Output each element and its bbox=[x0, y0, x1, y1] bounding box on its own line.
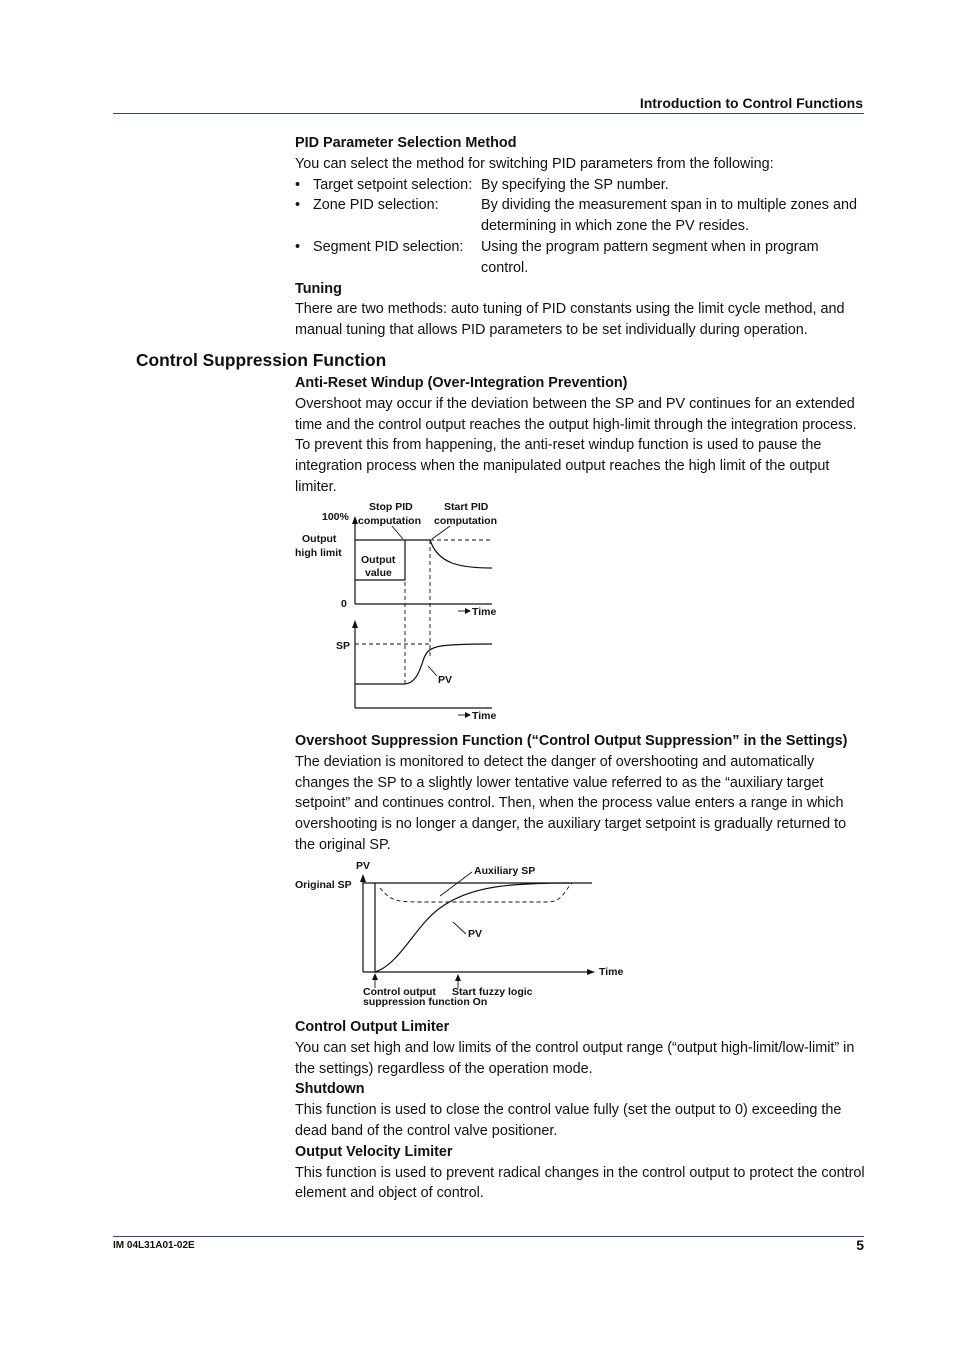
bullet-description: By dividing the measurement span in to multiple zones and determining in which zone the PV resides. bbox=[481, 197, 857, 235]
header-rule bbox=[113, 113, 864, 114]
bullet-description: By specifying the SP number. bbox=[481, 176, 669, 193]
pid-selection-intro: You can select the method for switching PID parameters from the following: bbox=[295, 155, 774, 172]
label-time: Time bbox=[599, 966, 624, 978]
label-control-output-line2: suppression function On bbox=[363, 996, 488, 1008]
limiter-text: You can set high and low limits of the control output range (“output high-limit/low-limit” in the settings) regardless of the operation mode. bbox=[295, 1039, 855, 1077]
overshoot-suppression-diagram bbox=[290, 856, 630, 1012]
pid-selection-heading: PID Parameter Selection Method bbox=[295, 135, 517, 151]
section-title: Control Suppression Function bbox=[136, 350, 387, 370]
velocity-text: This function is used to prevent radical changes in the control output to protect the control element and object of control. bbox=[295, 1164, 865, 1202]
overshoot-heading: Overshoot Suppression Function (“Control Output Suppression” in the Settings) bbox=[295, 733, 848, 749]
y-axis-arrow bbox=[360, 874, 366, 882]
label-pv: PV bbox=[438, 674, 453, 686]
x-axis-arrow bbox=[587, 969, 595, 975]
shutdown-heading: Shutdown bbox=[295, 1081, 365, 1098]
bullet-dot: • bbox=[295, 238, 301, 255]
time-arrowhead-bottom bbox=[465, 712, 471, 718]
running-header-title: Introduction to Control Functions bbox=[639, 95, 863, 111]
label-output-value-line2: value bbox=[365, 567, 392, 579]
stop-pid-leader bbox=[392, 526, 403, 539]
label-output-high-limit-line2: high limit bbox=[295, 547, 342, 559]
bottom-y-axis-arrow bbox=[352, 620, 358, 628]
pid-selection-block bbox=[295, 133, 865, 341]
pv-leader bbox=[453, 922, 466, 934]
bullet-item bbox=[295, 195, 865, 237]
bullet-dot: • bbox=[295, 197, 301, 214]
bullet-description: Using the program pattern segment when in program control. bbox=[481, 238, 819, 276]
bullet-item bbox=[295, 175, 865, 196]
label-sp: SP bbox=[336, 640, 351, 652]
label-auxiliary-sp: Auxiliary SP bbox=[474, 865, 536, 877]
shutdown-text: This function is used to close the control value fully (set the output to 0) exceeding the dead band of the control valve positioner. bbox=[295, 1102, 842, 1139]
label-output-value-line1: Output bbox=[361, 554, 396, 566]
bullet-label: Zone PID selection: bbox=[313, 197, 439, 214]
limiter-block bbox=[295, 1017, 865, 1204]
overshoot-block bbox=[295, 731, 865, 856]
label-time-bottom: Time bbox=[472, 710, 497, 722]
aux-sp-leader bbox=[440, 872, 472, 896]
label-stop-pid-line1: Stop PID bbox=[369, 501, 413, 513]
footer-rule bbox=[113, 1236, 864, 1237]
label-pv-curve: PV bbox=[468, 928, 483, 940]
antireset-text: Overshoot may occur if the deviation between the SP and PV continues for an extended time and the control output reaches the output high-limit through the integration process. To prevent this from happening, the anti-reset windup function is used to pause the integration process when the manipulated output reaches the high limit of the output limiter. bbox=[295, 395, 857, 495]
velocity-heading: Output Velocity Limiter bbox=[295, 1143, 453, 1160]
antireset-windup-diagram bbox=[290, 498, 520, 726]
label-start-fuzzy-logic: Start fuzzy logic bbox=[452, 986, 533, 998]
label-zero: 0 bbox=[341, 598, 347, 610]
label-start-pid-line2: computation bbox=[434, 515, 497, 527]
antireset-block bbox=[295, 373, 865, 498]
auxiliary-sp-dashed-curve bbox=[380, 883, 572, 902]
label-100-percent: 100% bbox=[322, 511, 349, 523]
label-start-pid-line1: Start PID bbox=[444, 501, 489, 513]
bullet-label: Segment PID selection: bbox=[313, 238, 464, 255]
page-number: 5 bbox=[856, 1237, 864, 1253]
antireset-heading: Anti-Reset Windup (Over-Integration Prevention) bbox=[295, 375, 628, 391]
bullet-label: Target setpoint selection: bbox=[313, 176, 473, 193]
overshoot-text: The deviation is monitored to detect the danger of overshooting and automatically changes the SP to a slightly lower tentative value referred to as the “auxiliary target setpoint” and continues control. Then, when the process value enters a range in which overshooting is no longer a danger, the auxiliary target setpoint is gradually returned to the original SP. bbox=[295, 753, 847, 853]
footer-doc-id: IM 04L31A01-02E bbox=[113, 1240, 195, 1251]
bullet-item bbox=[295, 237, 865, 279]
label-stop-pid-line2: computation bbox=[358, 515, 421, 527]
label-output-high-limit-line1: Output bbox=[302, 533, 337, 545]
tuning-heading: Tuning bbox=[295, 280, 342, 297]
label-time-top: Time bbox=[472, 606, 497, 618]
label-pv-axis: PV bbox=[356, 860, 371, 872]
tuning-text: There are two methods: auto tuning of PID constants using the limit cycle method, and manual tuning that allows PID parameters to be set individually during operation. bbox=[295, 301, 845, 339]
label-original-sp: Original SP bbox=[295, 879, 352, 891]
fuzzy-logic-arrowhead bbox=[455, 974, 461, 981]
bullet-dot: • bbox=[295, 176, 301, 193]
pv-leader-line bbox=[428, 666, 437, 676]
pv-curve bbox=[355, 644, 492, 684]
label-control-output-line1: Control output bbox=[363, 986, 436, 998]
output-after-restart-curve bbox=[430, 540, 492, 568]
control-output-arrowhead bbox=[372, 973, 378, 980]
limiter-heading: Control Output Limiter bbox=[295, 1019, 450, 1035]
time-arrowhead-top bbox=[465, 608, 471, 614]
start-pid-leader bbox=[432, 526, 450, 539]
